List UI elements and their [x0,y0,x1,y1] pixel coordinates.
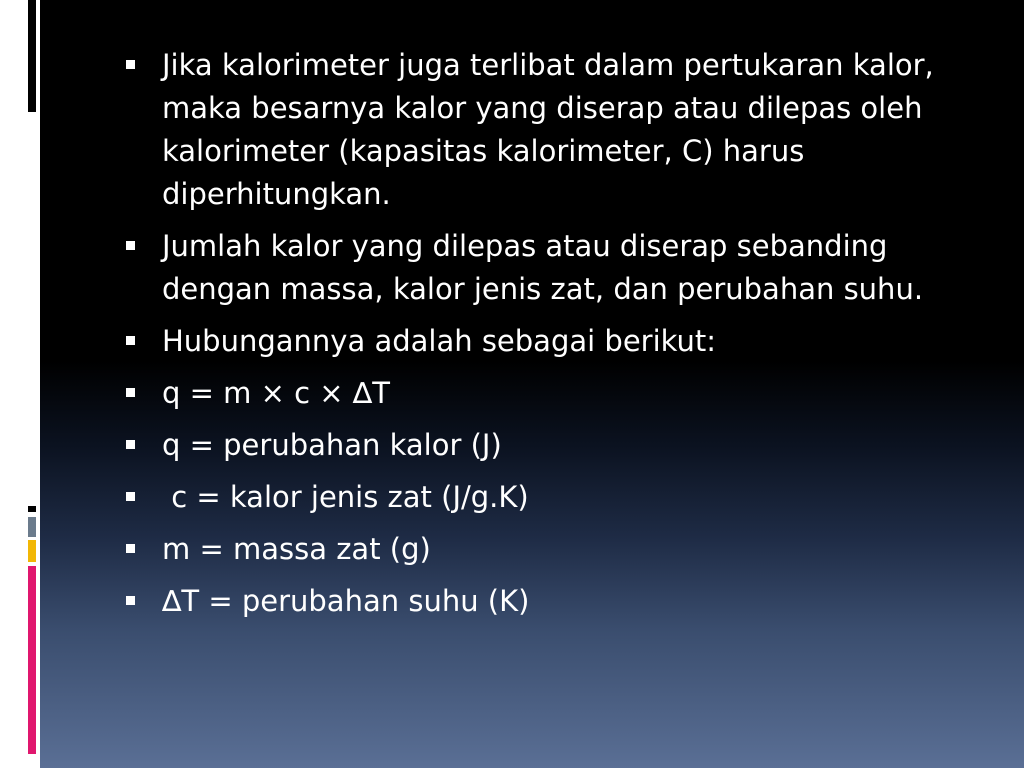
decor-bar-pink [28,566,36,754]
bullet-text: m = massa zat (g) [162,532,431,566]
bullet-item [122,476,952,519]
square-bullet-icon [126,60,135,69]
bullet-text: Jumlah kalor yang dilepas atau diserap sebanding dengan massa, kalor jenis zat, dan perubahan suhu. [162,229,924,306]
square-bullet-icon [126,544,135,553]
bullet-item [122,528,952,571]
square-bullet-icon [126,596,135,605]
bullet-text: q = m × c × ∆T [162,376,390,410]
bullet-list [122,44,952,623]
left-decorative-strip [0,0,40,768]
bullet-item [122,424,952,467]
bullet-item [122,44,952,216]
bullet-text: Hubungannya adalah sebagai berikut: [162,324,717,358]
decor-bar-black-top [28,0,36,112]
bullet-text: ∆T = perubahan suhu (K) [162,584,530,618]
slide-content [122,44,952,632]
square-bullet-icon [126,388,135,397]
square-bullet-icon [126,336,135,345]
decor-bar-yellow [28,540,36,562]
square-bullet-icon [126,440,135,449]
bullet-item [122,225,952,311]
bullet-text: q = perubahan kalor (J) [162,428,502,462]
bullet-item [122,580,952,623]
square-bullet-icon [126,492,135,501]
decor-bar-gray [28,517,36,537]
bullet-text: Jika kalorimeter juga terlibat dalam pertukaran kalor, maka besarnya kalor yang diserap atau dilepas oleh kalorimeter (kapasitas kalorimeter, C) harus diperhitungkan. [162,48,934,211]
bullet-item [122,372,952,415]
decor-bar-black-small [28,506,36,512]
bullet-text: c = kalor jenis zat (J/g.K) [162,480,529,514]
square-bullet-icon [126,241,135,250]
bullet-item [122,320,952,363]
